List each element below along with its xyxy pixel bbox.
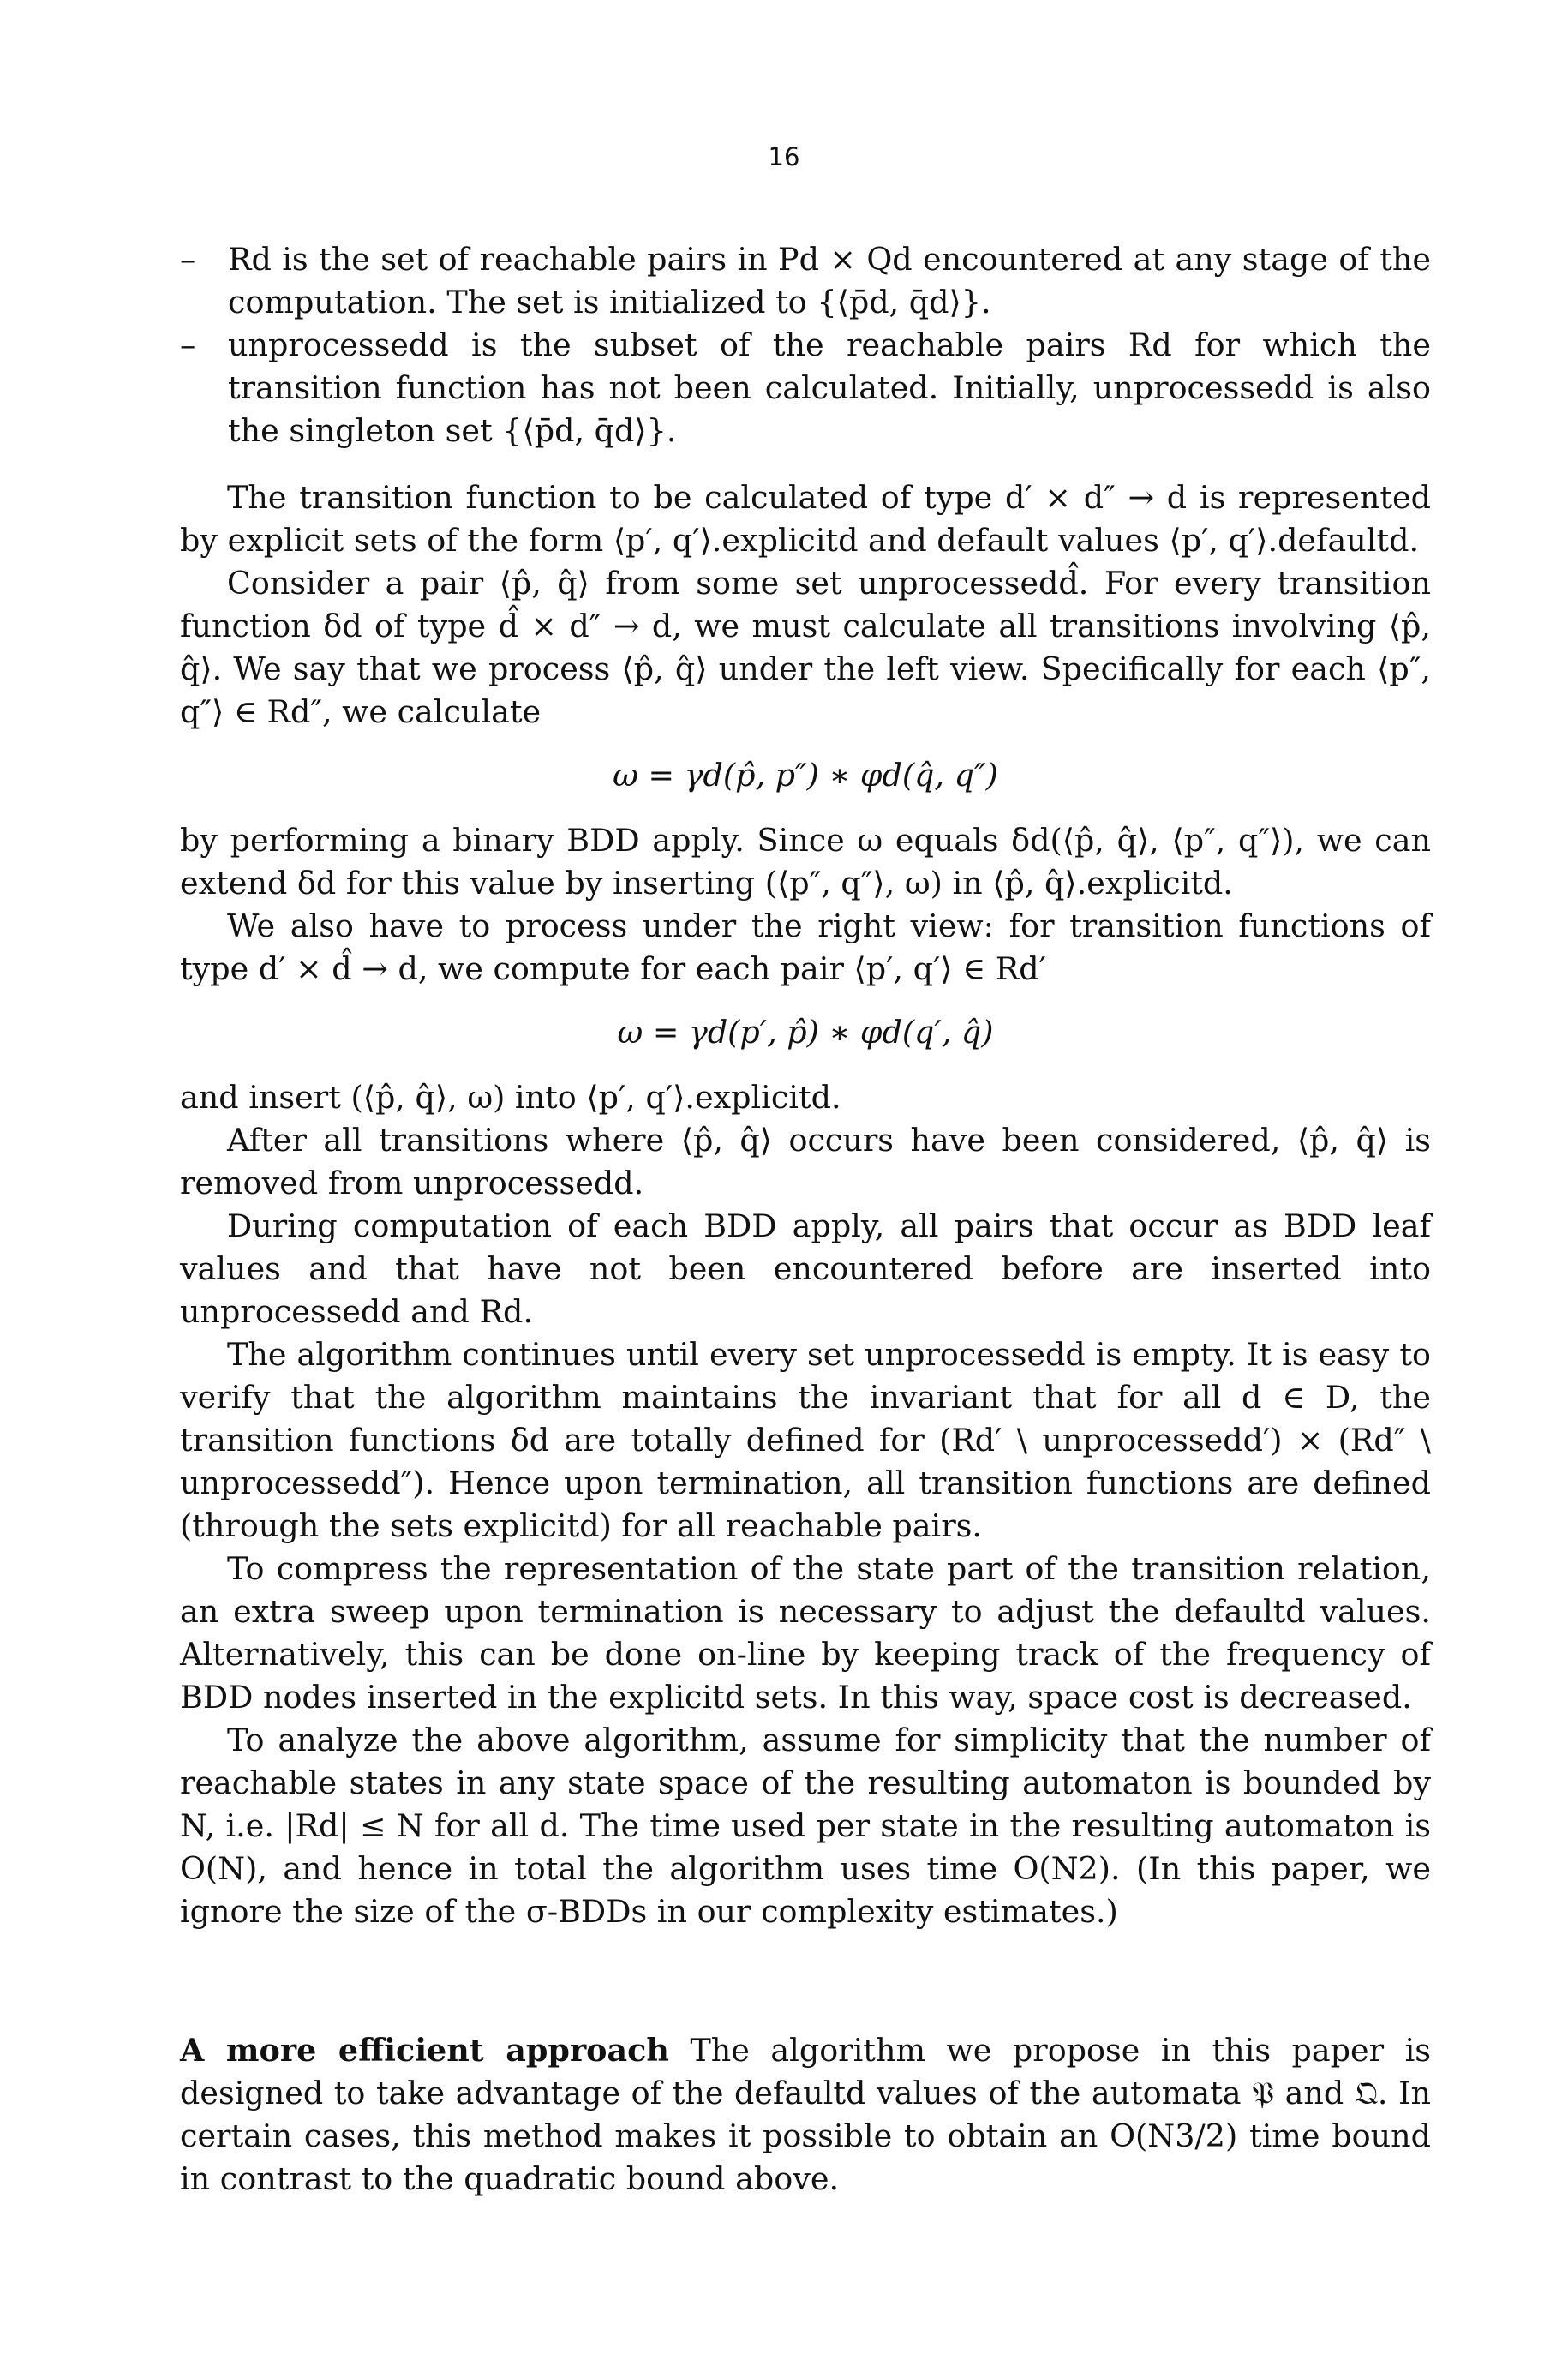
paragraph: Consider a pair ⟨p̂, q̂⟩ from some set unprocessedd̂. For every transition function δd of type d̂ × d″ → d, we must calculate all transitions involving ⟨p̂, q̂⟩. We say that we process ⟨p̂, q̂⟩ under the left view. Specifically for each ⟨p″, q″⟩ ∈ Rd″, we calculate <box>180 565 1431 730</box>
paragraph: The transition function to be calculated of type d′ × d″ → d is represented by explicit sets of the form ⟨p′, q′⟩.explicitd and default values ⟨p′, q′⟩.defaultd. <box>180 479 1431 559</box>
section-paragraph <box>180 2029 1431 2201</box>
page-number: 16 <box>768 142 800 171</box>
paragraph: and insert (⟨p̂, q̂⟩, ω) into ⟨p′, q′⟩.explicitd. <box>180 1079 841 1116</box>
paragraph: The algorithm continues until every set unprocessedd is empty. It is easy to verify that the algorithm maintains the invariant that for all d ∈ D, the transition functions δd are totally defined for (Rd′ \ unprocessedd′) × (Rd″ \ unprocessedd″). Hence upon termination, all transition functions are defined (through the sets explicitd) for all reachable pairs. <box>180 1336 1431 1544</box>
paragraph: After all transitions where ⟨p̂, q̂⟩ occurs have been considered, ⟨p̂, q̂⟩ is removed from unprocessedd. <box>180 1122 1431 1201</box>
bullet-dash: – <box>180 326 196 363</box>
section-heading: A more efficient approach <box>180 2032 669 2069</box>
list-item <box>180 324 1431 452</box>
paragraph: We also have to process under the right view: for transition functions of type d′ × d̂ → d, we compute for each pair ⟨p′, q′⟩ ∈ Rd′ <box>180 907 1431 987</box>
equation-right-view: ω = γd(p′, p̂) ∗ φd(q′, q̂) <box>617 1014 994 1051</box>
bullet-text: Rd is the set of reachable pairs in Pd × Qd encountered at any stage of the computation. The set is initialized to {⟨p̄d, q̄d⟩}. <box>228 241 1431 320</box>
section-text: The algorithm we propose in this paper is designed to take advantage of the defaultd values of the automata 𝔓 and 𝔔. In certain cases, this method makes it possible to obtain an O(N3/2) time bound in contrast to the quadratic bound above. <box>180 2032 1431 2197</box>
paragraph: To analyze the above algorithm, assume for simplicity that the number of reachable states in any state space of the resulting automaton is bounded by N, i.e. |Rd| ≤ N for all d. The time used per state in the resulting automaton is O(N), and hence in total the algorithm uses time O(N2). (In this paper, we ignore the size of the σ-BDDs in our complexity estimates.) <box>180 1722 1431 1930</box>
paragraph: During computation of each BDD apply, all pairs that occur as BDD leaf values and that have not been encountered before are inserted into unprocessedd and Rd. <box>180 1207 1431 1330</box>
paragraph: by performing a binary BDD apply. Since ω equals δd(⟨p̂, q̂⟩, ⟨p″, q″⟩), we can extend δd for this value by inserting (⟨p″, q″⟩, ω) in ⟨p̂, q̂⟩.explicitd. <box>180 822 1431 901</box>
bullet-dash: – <box>180 241 196 278</box>
list-item <box>180 238 1431 324</box>
bullet-text: unprocessedd is the subset of the reachable pairs Rd for which the transition function has not been calculated. Initially, unprocessedd is also the singleton set {⟨p̄d, q̄d⟩}. <box>228 326 1431 449</box>
page-body <box>180 238 1431 2201</box>
paragraph: To compress the representation of the state part of the transition relation, an extra sweep upon termination is necessary to adjust the defaultd values. Alternatively, this can be done on-line by keeping track of the frequency of BDD nodes inserted in the explicitd sets. In this way, space cost is decreased. <box>180 1550 1431 1716</box>
equation-left-view: ω = γd(p̂, p″) ∗ φd(q̂, q″) <box>613 757 998 794</box>
definition-list <box>180 238 1431 452</box>
